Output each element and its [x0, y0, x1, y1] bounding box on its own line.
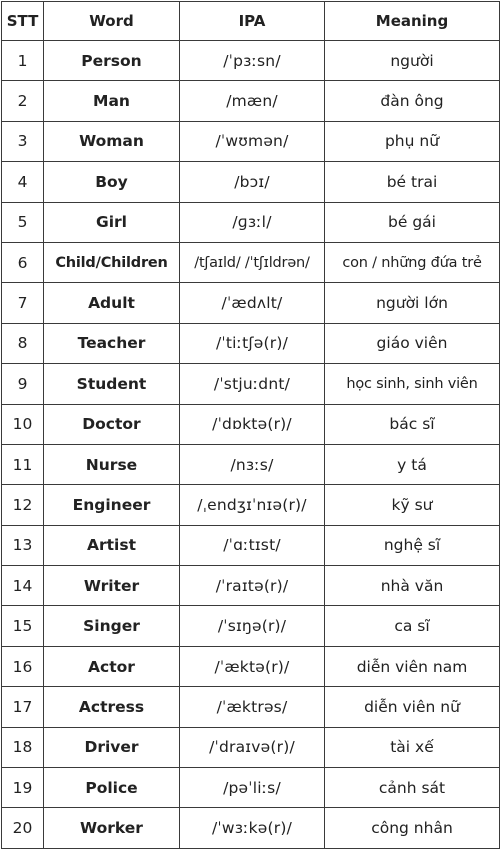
cell-stt: 20 [2, 808, 44, 849]
cell-stt: 5 [2, 202, 44, 242]
cell-meaning: giáo viên [325, 323, 500, 363]
cell-stt: 12 [2, 485, 44, 525]
cell-ipa: /ˈpɜːsn/ [180, 41, 325, 81]
cell-ipa: /ˈæktrəs/ [180, 687, 325, 727]
cell-word: Man [44, 81, 180, 121]
cell-meaning: diễn viên nam [325, 646, 500, 686]
cell-ipa: /ˈdraɪvə(r)/ [180, 727, 325, 767]
cell-meaning: con / những đứa trẻ [325, 242, 500, 282]
cell-meaning: người lớn [325, 283, 500, 323]
cell-stt: 17 [2, 687, 44, 727]
cell-ipa: /tʃaɪld/ /ˈtʃɪldrən/ [180, 242, 325, 282]
table-header [2, 2, 500, 41]
cell-stt: 1 [2, 41, 44, 81]
cell-word: Police [44, 768, 180, 808]
cell-meaning: cảnh sát [325, 768, 500, 808]
cell-word: Student [44, 364, 180, 404]
table-row [2, 202, 500, 242]
cell-stt: 2 [2, 81, 44, 121]
cell-word: Girl [44, 202, 180, 242]
cell-word: Actor [44, 646, 180, 686]
table-row [2, 81, 500, 121]
cell-meaning: ca sĩ [325, 606, 500, 646]
cell-stt: 6 [2, 242, 44, 282]
cell-stt: 19 [2, 768, 44, 808]
cell-meaning: y tá [325, 444, 500, 484]
cell-meaning: diễn viên nữ [325, 687, 500, 727]
cell-ipa: /ˈdɒktə(r)/ [180, 404, 325, 444]
cell-ipa: /pəˈliːs/ [180, 768, 325, 808]
cell-ipa: /ˈɑːtɪst/ [180, 525, 325, 565]
cell-meaning: tài xế [325, 727, 500, 767]
table-row [2, 646, 500, 686]
table-row [2, 727, 500, 767]
cell-meaning: nghệ sĩ [325, 525, 500, 565]
header-ipa: IPA [180, 2, 325, 41]
cell-ipa: /ˈraɪtə(r)/ [180, 566, 325, 606]
cell-ipa: /ˈæktə(r)/ [180, 646, 325, 686]
cell-stt: 16 [2, 646, 44, 686]
cell-stt: 3 [2, 121, 44, 161]
vocabulary-table [1, 1, 500, 849]
cell-ipa: /ˈædʌlt/ [180, 283, 325, 323]
cell-meaning: người [325, 41, 500, 81]
cell-stt: 10 [2, 404, 44, 444]
table-row [2, 808, 500, 849]
table-row [2, 121, 500, 161]
header-row [2, 2, 500, 41]
cell-ipa: /ˈstjuːdnt/ [180, 364, 325, 404]
table-row [2, 242, 500, 282]
table-row [2, 687, 500, 727]
cell-ipa: /ˈwɜːkə(r)/ [180, 808, 325, 849]
cell-ipa: /ˈtiːtʃə(r)/ [180, 323, 325, 363]
cell-meaning: công nhân [325, 808, 500, 849]
cell-stt: 18 [2, 727, 44, 767]
table-row [2, 444, 500, 484]
cell-stt: 9 [2, 364, 44, 404]
cell-meaning: bé trai [325, 162, 500, 202]
cell-ipa: /ˈwʊmən/ [180, 121, 325, 161]
cell-ipa: /ɡɜːl/ [180, 202, 325, 242]
table-row [2, 606, 500, 646]
table-row [2, 41, 500, 81]
table-row [2, 323, 500, 363]
cell-meaning: phụ nữ [325, 121, 500, 161]
cell-meaning: học sinh, sinh viên [325, 364, 500, 404]
cell-word: Adult [44, 283, 180, 323]
cell-word: Singer [44, 606, 180, 646]
cell-word: Nurse [44, 444, 180, 484]
cell-stt: 11 [2, 444, 44, 484]
cell-word: Teacher [44, 323, 180, 363]
cell-word: Writer [44, 566, 180, 606]
cell-ipa: /bɔɪ/ [180, 162, 325, 202]
cell-stt: 15 [2, 606, 44, 646]
cell-meaning: bé gái [325, 202, 500, 242]
table-body [2, 41, 500, 849]
cell-word: Woman [44, 121, 180, 161]
table-row [2, 768, 500, 808]
table-row [2, 566, 500, 606]
table-row [2, 364, 500, 404]
cell-meaning: đàn ông [325, 81, 500, 121]
cell-word: Actress [44, 687, 180, 727]
cell-ipa: /ˈsɪŋə(r)/ [180, 606, 325, 646]
cell-meaning: kỹ sư [325, 485, 500, 525]
cell-word: Child/Children [44, 242, 180, 282]
cell-word: Boy [44, 162, 180, 202]
table-row [2, 525, 500, 565]
cell-stt: 14 [2, 566, 44, 606]
cell-ipa: /ˌendʒɪˈnɪə(r)/ [180, 485, 325, 525]
header-word: Word [44, 2, 180, 41]
cell-word: Person [44, 41, 180, 81]
cell-meaning: bác sĩ [325, 404, 500, 444]
cell-word: Doctor [44, 404, 180, 444]
cell-stt: 7 [2, 283, 44, 323]
cell-ipa: /nɜːs/ [180, 444, 325, 484]
table-row [2, 283, 500, 323]
table-row [2, 485, 500, 525]
table-row [2, 162, 500, 202]
header-stt: STT [2, 2, 44, 41]
cell-stt: 13 [2, 525, 44, 565]
cell-word: Driver [44, 727, 180, 767]
cell-word: Artist [44, 525, 180, 565]
cell-stt: 4 [2, 162, 44, 202]
cell-ipa: /mæn/ [180, 81, 325, 121]
cell-word: Engineer [44, 485, 180, 525]
cell-word: Worker [44, 808, 180, 849]
table-row [2, 404, 500, 444]
cell-meaning: nhà văn [325, 566, 500, 606]
header-meaning: Meaning [325, 2, 500, 41]
cell-stt: 8 [2, 323, 44, 363]
